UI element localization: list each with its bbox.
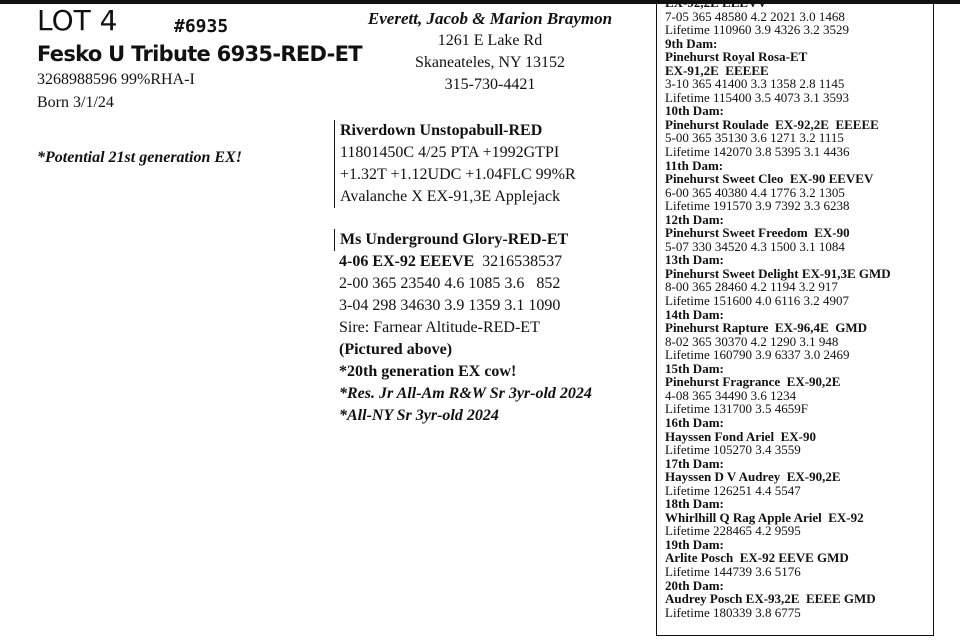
dam-award: *Res. Jr All-Am R&W Sr 3yr-old 2024 [339, 385, 592, 402]
consignor-name: Everett, Jacob & Marion Braymon [367, 9, 613, 28]
pedigree-heading: EX-92,2E EEEVV [665, 0, 767, 10]
dam-award: *All-NY Sr 3yr-old 2024 [339, 407, 499, 424]
dam-name-text: Ms Underground Glory-RED-ET [340, 231, 569, 248]
consignor-city: Skaneateles, NY 13152 [414, 54, 566, 71]
sire-block [334, 120, 640, 208]
dam-block [334, 229, 639, 427]
pedigree-heading: 9th Dam: [665, 35, 718, 51]
pedigree-dam-name: Pinehurst Royal Rosa-ET [665, 49, 808, 65]
sire-name: Riverdown Unstopabull-RED [340, 122, 543, 139]
pedigree-line: 4-08 365 34490 3.6 1234 [665, 387, 797, 403]
pedigree-heading: 11th Dam: [665, 157, 724, 173]
pedigree-heading: 10th Dam: [665, 103, 724, 119]
pedigree-dam-name: Hayssen Fond Ariel EX-90 [665, 428, 816, 444]
lot-number: #6935 [174, 16, 229, 37]
sire-line: +1.32T +1.12UDC +1.04FLC 99%R [340, 166, 576, 183]
pedigree-dam-name: Pinehurst Fragrance EX-90,2E [665, 374, 841, 390]
pedigree-line: Lifetime 126251 4.4 5547 [665, 482, 801, 498]
pedigree-heading: 13th Dam: [665, 252, 724, 268]
pedigree-dam-name: Audrey Posch EX-93,2E EEEE GMD [665, 591, 876, 607]
pedigree-line: Lifetime 110960 3.9 4326 3.2 3529 [665, 22, 850, 38]
sire-line: Avalanche X EX-91,3E Applejack [340, 188, 561, 205]
pedigree-line: Lifetime 191570 3.9 7392 3.3 6238 [665, 198, 850, 214]
pedigree-line: 8-02 365 30370 4.2 1290 3.1 948 [665, 333, 839, 349]
pedigree-classification: EX-91,2E EEEEE [665, 62, 769, 78]
animal-name: Fesko U Tribute 6935-RED-ET [37, 42, 362, 66]
pedigree-line: 5-00 365 35130 3.6 1271 3.2 1115 [665, 130, 844, 146]
dam-registration: 3216538537 [482, 253, 563, 270]
pedigree-dam-name: Whirlhill Q Rag Apple Ariel EX-92 [665, 509, 864, 525]
registration-line: 3268988596 99%RHA-I [37, 71, 195, 88]
dam-generation: *20th generation EX cow! [339, 363, 517, 380]
pedigree-dam-name: Pinehurst Sweet Cleo EX-90 EEVEV [665, 171, 874, 187]
lot-title: LOT 4 [37, 4, 118, 37]
pedigree-line: Lifetime 131700 3.5 4659F [665, 401, 808, 417]
pedigree-heading: 12th Dam: [665, 211, 724, 227]
pedigree-line: 3-10 365 41400 3.3 1358 2.8 1145 [665, 76, 845, 92]
pedigree-dam-name: Pinehurst Sweet Freedom EX-90 [665, 225, 850, 241]
dam-pictured: (Pictured above) [339, 341, 453, 358]
pedigree-box [656, 0, 934, 636]
pedigree-line: 5-07 330 34520 4.3 1500 3.1 1084 [665, 238, 845, 254]
consignor-block [340, 8, 640, 96]
pedigree-dam-name: Arlite Posch EX-92 EEVE GMD [665, 550, 849, 566]
pedigree-line: Lifetime 151600 4.0 6116 3.2 4907 [665, 293, 850, 309]
pedigree-heading: 20th Dam: [665, 577, 724, 593]
pedigree-heading: 17th Dam: [665, 455, 724, 471]
pedigree-line: Lifetime 144739 3.6 5176 [665, 563, 801, 579]
pedigree-dam-name: Hayssen D V Audrey EX-90,2E [665, 469, 841, 485]
dam-classification: 4-06 EX-92 EEEVE [339, 253, 475, 270]
pedigree-heading: 14th Dam: [665, 306, 724, 322]
dam-sire: Sire: Farnear Altitude-RED-ET [339, 319, 540, 336]
pedigree-heading: 15th Dam: [665, 360, 724, 376]
pedigree-heading: 19th Dam: [665, 536, 724, 552]
pedigree-line: 8-00 365 28460 4.2 1194 3.2 917 [665, 279, 838, 295]
pedigree-line: Lifetime 142070 3.8 5395 3.1 4436 [665, 144, 850, 160]
dam-name [334, 229, 639, 251]
pedigree-dam-name: Pinehurst Rapture EX-96,4E GMD [665, 320, 867, 336]
sire-line: 11801450C 4/25 PTA +1992GTPI [340, 144, 560, 161]
pedigree-heading: 18th Dam: [665, 496, 724, 512]
pedigree-heading: 16th Dam: [665, 414, 724, 430]
consignor-phone: 315-730-4421 [444, 76, 536, 93]
pedigree-line: Lifetime 160790 3.9 6337 3.0 2469 [665, 347, 850, 363]
pedigree-line: Lifetime 228465 4.2 9595 [665, 523, 801, 539]
dam-record: 3-04 298 34630 3.9 1359 3.1 1090 [339, 297, 561, 314]
pedigree-dam-name: Pinehurst Sweet Delight EX-91,3E GMD [665, 265, 891, 281]
generation-note: *Potential 21st generation EX! [37, 149, 242, 166]
pedigree-line: Lifetime 115400 3.5 4073 3.1 3593 [665, 89, 850, 105]
pedigree-line: 6-00 365 40380 4.4 1776 3.2 1305 [665, 184, 845, 200]
dam-record: 2-00 365 23540 4.6 1085 3.6 852 [339, 275, 561, 292]
born-date: Born 3/1/24 [37, 94, 114, 111]
pedigree-dam-name: Pinehurst Roulade EX-92,2E EEEEE [665, 116, 879, 132]
dam-classification-line [339, 251, 639, 273]
pedigree-line: 7-05 365 48580 4.2 2021 3.0 1468 [665, 8, 845, 24]
consignor-street: 1261 E Lake Rd [437, 32, 543, 49]
pedigree-line: Lifetime 105270 3.4 3559 [665, 442, 801, 458]
pedigree-line: Lifetime 180339 3.8 6775 [665, 604, 801, 620]
